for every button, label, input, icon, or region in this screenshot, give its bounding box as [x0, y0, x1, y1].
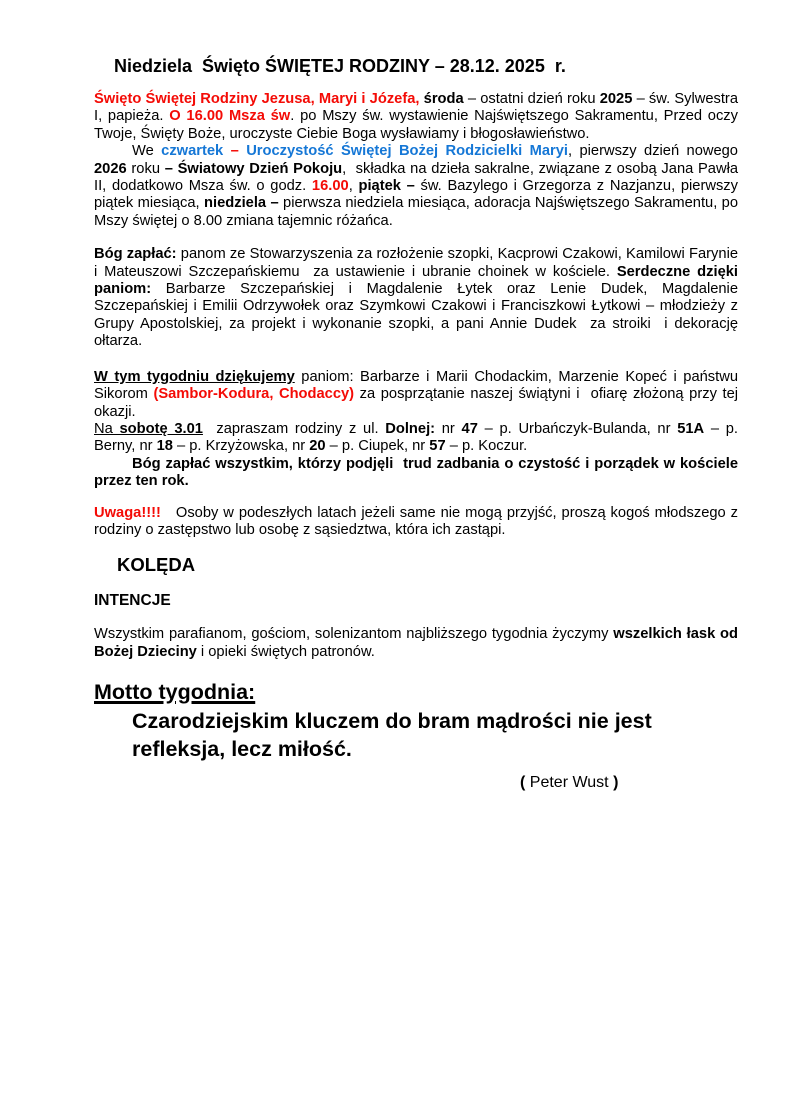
page-title: Niedziela Święto ŚWIĘTEJ RODZINY – 28.12. 2025 r.	[114, 56, 566, 76]
text-run: za posprzątanie naszej świątyni i ofiarę złożoną przy tej okazji.	[94, 386, 739, 420]
text-run: (Sambor-Kodura, Chodaccy)	[153, 386, 355, 403]
text-run: środa	[423, 91, 464, 107]
text-run: – p. Berny, nr	[94, 420, 738, 455]
text-run: roku	[126, 160, 165, 177]
heading-koleda: KOLĘDA	[117, 554, 196, 576]
text-run: paniom: Barbarze i Marii Chodackim, Marzenie Kopeć i państwu Sikorom	[94, 368, 738, 403]
text-run: czwartek	[161, 143, 224, 160]
text-run: –	[223, 143, 247, 160]
text-run: niedziela –	[204, 195, 279, 212]
text-run: zapraszam rodziny z ul.	[202, 420, 386, 437]
paragraph-feast-day	[94, 91, 738, 143]
text-run: św. Bazylego i Grzegorza z Nazjanzu, pierwszy piątek miesiąca,	[94, 178, 738, 212]
text-run: wszelkich łask od Bożej Dzieciny	[94, 626, 738, 660]
text-run: panom ze Stowarzyszenia za rozłożenie szopki, Kacprowi Czakowi, Kamilowi Farynie i Mateuszowi Szczepańskiemu za ustawienie i ubranie choinek w kościele.	[94, 246, 738, 280]
text-run: nr	[435, 420, 462, 437]
paragraph-thanks-creche	[94, 246, 738, 350]
text-run: i opieki świętych patronów.	[196, 643, 375, 660]
text-run: 16.00	[311, 178, 349, 195]
text-run: Uroczystość Świętej Bożej Rodzicielki Maryi	[246, 143, 569, 160]
text-run: Bóg zapłać:	[94, 246, 177, 263]
heading-intencje: INTENCJE	[94, 592, 171, 610]
text-run: Barbarze Szczepańskiej i Magdalenie Łytek oraz Lenie Dudek, Magdalenie Szczepańskiej i Emilii Odrzywołek oraz Szymkowi Czakowi i Franciszkowi Łytkowi – młodzieży z Grupy Apostolskiej, za projekt i wykonanie szopki, a pani Annie Dudek za stroiki i dekorację ołtarza.	[94, 281, 738, 350]
text-run: , pierwszy dzień nowego	[568, 143, 738, 160]
text-run: Osoby w podeszłych latach jeżeli same nie mogą przyjść, proszą kogoś młodszego z rodziny o zastępstwo lub osobę z sąsiedztwa, która ich zastąpi.	[94, 504, 738, 538]
motto-attribution	[520, 773, 738, 793]
text-run: Wszystkim parafianom, gościom, solenizantom najbliższego tygodnia życzymy	[94, 626, 614, 643]
text-run: 2026	[94, 160, 127, 177]
motto-heading: Motto tygodnia:	[94, 680, 256, 705]
text-run: Na	[94, 420, 120, 437]
text-run: Peter Wust	[529, 774, 609, 792]
text-run: 57	[429, 438, 446, 455]
paragraph-thanks-all	[94, 456, 738, 491]
text-run: Dolnej:	[385, 420, 436, 437]
paragraph-week-days	[94, 143, 738, 230]
text-run: – p. Krzyżowska, nr	[172, 438, 310, 455]
text-run: 18	[156, 438, 173, 455]
text-run: We	[132, 143, 162, 160]
paragraph-thanks-cleaning	[94, 369, 738, 421]
text-run: . po Mszy św. wystawienie Najświętszego Sakramentu, Przed oczy Twoje, Święty Boże, uroczyste Ciebie Boga wysławiamy i błogosławieństwo.	[94, 108, 738, 142]
text-run: 20	[309, 438, 326, 455]
text-run: Uwaga!!!!	[94, 504, 161, 521]
paragraph-saturday-invite	[94, 421, 738, 456]
text-run: – p. Ciupek, nr	[325, 438, 430, 455]
text-run: – p. Urbańczyk-Bulanda, nr	[477, 420, 678, 437]
paragraph-wishes	[94, 626, 738, 661]
text-run: – św. Sylwestra I, papieża.	[94, 91, 738, 125]
text-run: 47	[461, 420, 478, 437]
text-run: 51A	[677, 420, 705, 437]
motto-text: Czarodziejskim kluczem do bram mądrości nie jest refleksja, lecz miłość.	[132, 709, 652, 761]
text-run: )	[608, 774, 619, 792]
text-run: W tym tygodniu dziękujemy	[94, 368, 295, 385]
text-run: Serdeczne dzięki paniom:	[94, 263, 738, 298]
text-run: pierwsza niedziela miesiąca, adoracja Najświętszego Sakramentu, po Mszy świętej o 8.00 zmiana tajemnic różańca.	[94, 195, 739, 229]
text-run: – ostatni dzień roku	[463, 91, 600, 107]
text-run: ,	[348, 178, 359, 195]
text-run: Święto Świętej Rodziny Jezusa, Maryi i Józefa,	[94, 91, 424, 107]
text-run: sobotę 3.01	[119, 420, 203, 437]
text-run: , składka na dzieła sakralne, związane z osobą Jana Pawła II, dodatkowo Msza św. o godz.	[94, 160, 739, 195]
text-run: – Światowy Dzień Pokoju	[164, 160, 343, 177]
text-run: piątek –	[358, 178, 415, 195]
paragraph-notice	[94, 505, 738, 540]
text-run: – p. Koczur.	[445, 438, 528, 455]
text-run: 2025	[599, 91, 633, 107]
text-run: O 16.00 Msza św	[169, 108, 291, 125]
text-run: Bóg zapłać wszystkim, którzy podjęli trud zadbania o czystość i porządek w kościele przez ten rok.	[94, 455, 738, 490]
text-run: (	[520, 774, 530, 792]
